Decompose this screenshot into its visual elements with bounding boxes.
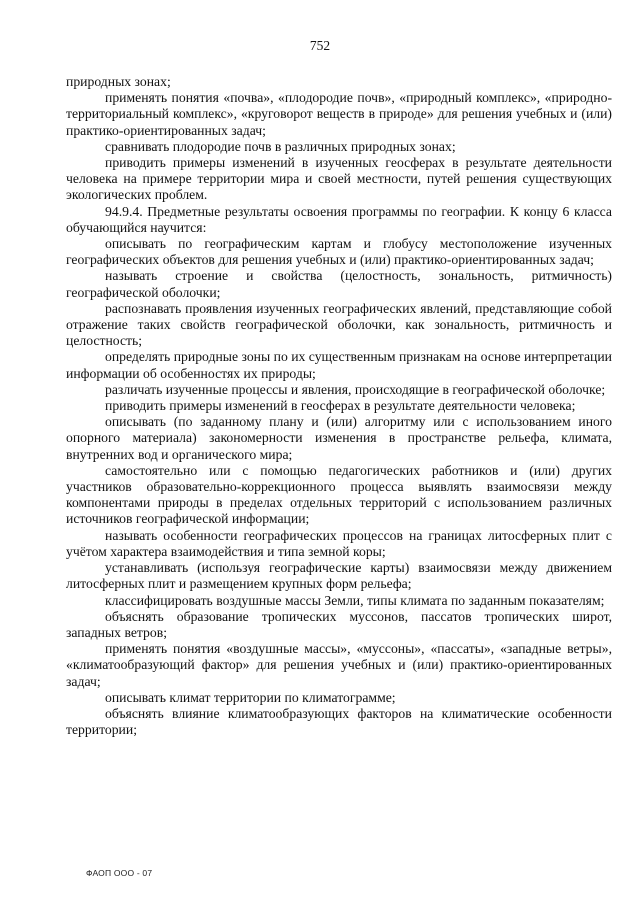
paragraph: применять понятия «воздушные массы», «муссоны», «пассаты», «западные ветры», «климатообразующий фактор» для решения учебных и (или) практико-ориентированных задач; bbox=[66, 641, 612, 689]
paragraph: приводить примеры изменений в геосферах в результате деятельности человека; bbox=[105, 398, 576, 414]
paragraph: описывать климат территории по климатограмме; bbox=[105, 689, 396, 705]
page-number: 752 bbox=[309, 38, 331, 53]
paragraph: называть особенности географических процессов на границах литосферных плит с учётом характера взаимодействия и типа земной коры; bbox=[66, 527, 612, 559]
paragraph: определять природные зоны по их существенным признакам на основе интерпретации информации об особенностях их природы; bbox=[66, 349, 612, 381]
paragraph: объяснять образование тропических муссонов, пассатов тропических широт, западных ветров; bbox=[66, 608, 612, 640]
paragraph: описывать по географическим картам и глобусу местоположение изученных географических объектов для решения учебных и (или) практико-ориентированных задач; bbox=[66, 236, 612, 268]
paragraph: самостоятельно или с помощью педагогических работников и (или) других участников образовательно-коррекционного процесса выявлять взаимосвязи между компонентами природы в пределах отдельных территорий с использованием различных источников географической информации; bbox=[66, 462, 612, 527]
footer-label: ФАОП ООО - 07 bbox=[86, 868, 153, 878]
paragraph: сравнивать плодородие почв в различных природных зонах; bbox=[105, 138, 456, 154]
paragraph: приводить примеры изменений в изученных геосферах в результате деятельности человека на примере территории мира и своей местности, путей решения существующих экологических проблем. bbox=[66, 155, 612, 203]
paragraph: природных зонах; bbox=[66, 74, 171, 89]
paragraph: называть строение и свойства (целостность, зональность, ритмичность) географической оболочки; bbox=[66, 268, 612, 300]
paragraph: объяснять влияние климатообразующих факторов на климатические особенности территории; bbox=[66, 705, 612, 738]
paragraph: классифицировать воздушные массы Земли, типы климата по заданным показателям; bbox=[105, 592, 605, 608]
paragraph: распознавать проявления изученных географических явлений, представляющие собой отражение таких свойств географической оболочки, как зональность, ритмичность и целостность; bbox=[66, 300, 612, 349]
paragraph: устанавливать (используя географические карты) взаимосвязи между движением литосферных плит и размещением крупных форм рельефа; bbox=[66, 560, 612, 592]
section-paragraph: 94.9.4. Предметные результаты освоения программы по географии. К концу 6 класса обучающийся научится: bbox=[66, 203, 612, 235]
document-body bbox=[66, 74, 612, 738]
paragraph: описывать (по заданному плану и (или) алгоритму или с использованием иного опорного материала) закономерности изменения в пространстве рельефа, климата, внутренних вод и органического мира; bbox=[66, 414, 612, 462]
paragraph: различать изученные процессы и явления, происходящие в географической оболочке; bbox=[105, 381, 606, 397]
paragraph: применять понятия «почва», «плодородие почв», «природный комплекс», «природно-территориальный комплекс», «круговорот веществ в природе» для решения учебных и (или) практико-ориентированных задач; bbox=[66, 90, 612, 138]
